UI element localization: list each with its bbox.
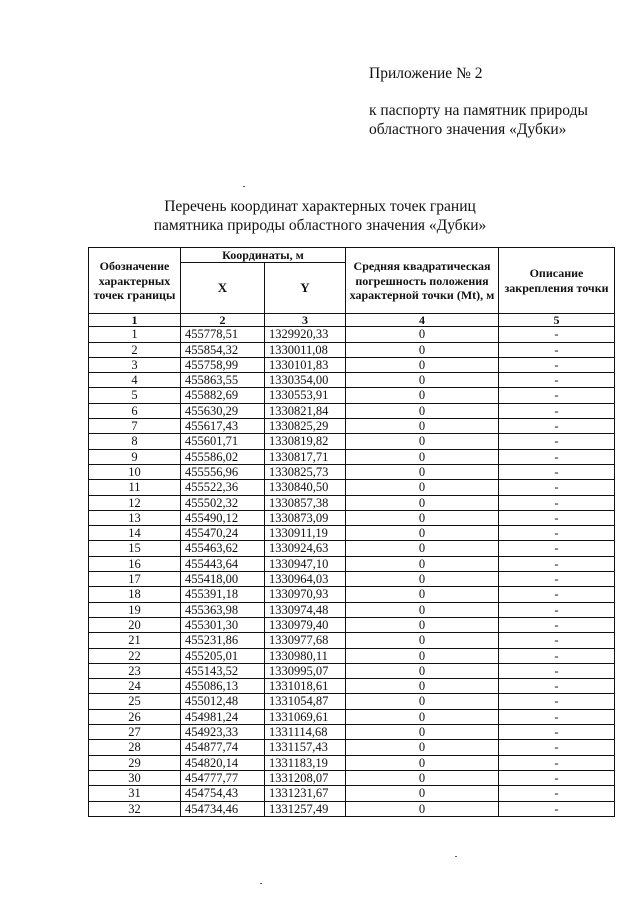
scan-speck xyxy=(455,856,457,857)
fixing-description-cell: - xyxy=(499,709,615,724)
point-number-cell: 27 xyxy=(89,725,181,740)
y-coordinate-cell: 1330974,48 xyxy=(265,602,346,617)
table-row xyxy=(89,449,615,464)
x-coordinate-cell: 455470,24 xyxy=(181,526,265,541)
y-coordinate-cell: 1330840,50 xyxy=(265,480,346,495)
mean-error-cell: 0 xyxy=(346,434,499,449)
point-number-cell: 15 xyxy=(89,541,181,556)
y-coordinate-cell: 1331157,43 xyxy=(265,740,346,755)
table-row xyxy=(89,725,615,740)
x-coordinate-cell: 454981,24 xyxy=(181,709,265,724)
mean-error-cell: 0 xyxy=(346,526,499,541)
mean-error-cell: 0 xyxy=(346,679,499,694)
x-coordinate-cell: 455502,32 xyxy=(181,495,265,510)
point-number-cell: 4 xyxy=(89,373,181,388)
mean-error-cell: 0 xyxy=(346,755,499,770)
table-row xyxy=(89,633,615,648)
table-row xyxy=(89,419,615,434)
fixing-description-cell: - xyxy=(499,602,615,617)
fixing-description-cell: - xyxy=(499,327,615,342)
table-row xyxy=(89,786,615,801)
mean-error-cell: 0 xyxy=(346,403,499,418)
mean-error-cell: 0 xyxy=(346,694,499,709)
x-coordinate-cell: 455617,43 xyxy=(181,419,265,434)
x-coordinate-cell: 455086,13 xyxy=(181,679,265,694)
fixing-description-cell: - xyxy=(499,480,615,495)
point-number-cell: 31 xyxy=(89,786,181,801)
point-number-cell: 7 xyxy=(89,419,181,434)
x-coordinate-cell: 455882,69 xyxy=(181,388,265,403)
mean-error-cell: 0 xyxy=(346,342,499,357)
table-row xyxy=(89,327,615,342)
y-coordinate-cell: 1331208,07 xyxy=(265,770,346,785)
table-row xyxy=(89,495,615,510)
fixing-description-cell: - xyxy=(499,526,615,541)
scan-speck xyxy=(243,186,245,187)
mean-error-cell: 0 xyxy=(346,740,499,755)
x-coordinate-cell: 455630,29 xyxy=(181,403,265,418)
point-number-cell: 3 xyxy=(89,357,181,372)
fixing-description-cell: - xyxy=(499,755,615,770)
y-coordinate-cell: 1330911,19 xyxy=(265,526,346,541)
fixing-description-cell: - xyxy=(499,572,615,587)
coordinates-table xyxy=(88,247,615,817)
fixing-description-cell: - xyxy=(499,694,615,709)
table-row xyxy=(89,679,615,694)
x-coordinate-cell: 455586,02 xyxy=(181,449,265,464)
x-coordinate-cell: 455863,55 xyxy=(181,373,265,388)
fixing-description-cell: - xyxy=(499,740,615,755)
mean-error-cell: 0 xyxy=(346,510,499,525)
fixing-description-cell: - xyxy=(499,342,615,357)
table-row xyxy=(89,434,615,449)
mean-error-cell: 0 xyxy=(346,572,499,587)
mean-error-cell: 0 xyxy=(346,419,499,434)
table-row xyxy=(89,510,615,525)
table-row xyxy=(89,572,615,587)
table-row xyxy=(89,556,615,571)
mean-error-cell: 0 xyxy=(346,602,499,617)
y-coordinate-cell: 1330947,10 xyxy=(265,556,346,571)
table-row xyxy=(89,648,615,663)
appendix-number: Приложение № 2 xyxy=(369,65,483,82)
column-number: 4 xyxy=(346,314,499,327)
x-coordinate-cell: 454734,46 xyxy=(181,801,265,816)
y-coordinate-cell: 1330970,93 xyxy=(265,587,346,602)
table-row xyxy=(89,755,615,770)
table-row xyxy=(89,388,615,403)
fixing-description-cell: - xyxy=(499,617,615,632)
y-coordinate-cell: 1331183,19 xyxy=(265,755,346,770)
mean-error-cell: 0 xyxy=(346,801,499,816)
point-number-cell: 1 xyxy=(89,327,181,342)
x-coordinate-cell: 455601,71 xyxy=(181,434,265,449)
fixing-description-cell: - xyxy=(499,633,615,648)
x-coordinate-cell: 455363,98 xyxy=(181,602,265,617)
point-number-cell: 9 xyxy=(89,449,181,464)
column-number: 1 xyxy=(89,314,181,327)
x-coordinate-cell: 454877,74 xyxy=(181,740,265,755)
point-number-cell: 30 xyxy=(89,770,181,785)
mean-error-cell: 0 xyxy=(346,464,499,479)
mean-error-cell: 0 xyxy=(346,663,499,678)
mean-error-cell: 0 xyxy=(346,648,499,663)
column-number: 2 xyxy=(181,314,265,327)
mean-error-cell: 0 xyxy=(346,617,499,632)
table-row xyxy=(89,801,615,816)
header-designation: Обозначение характерных точек границы xyxy=(89,248,181,314)
y-coordinate-cell: 1330553,91 xyxy=(265,388,346,403)
point-number-cell: 20 xyxy=(89,617,181,632)
y-coordinate-cell: 1331257,49 xyxy=(265,801,346,816)
header-x: X xyxy=(181,263,265,314)
fixing-description-cell: - xyxy=(499,373,615,388)
point-number-cell: 18 xyxy=(89,587,181,602)
header-y: Y xyxy=(265,263,346,314)
y-coordinate-cell: 1330825,29 xyxy=(265,419,346,434)
mean-error-cell: 0 xyxy=(346,495,499,510)
y-coordinate-cell: 1330817,71 xyxy=(265,449,346,464)
x-coordinate-cell: 455301,30 xyxy=(181,617,265,632)
mean-error-cell: 0 xyxy=(346,786,499,801)
table-row xyxy=(89,740,615,755)
mean-error-cell: 0 xyxy=(346,480,499,495)
fixing-description-cell: - xyxy=(499,434,615,449)
fixing-description-cell: - xyxy=(499,449,615,464)
x-coordinate-cell: 455522,36 xyxy=(181,480,265,495)
mean-error-cell: 0 xyxy=(346,587,499,602)
table-row xyxy=(89,541,615,556)
scan-speck xyxy=(260,883,262,884)
y-coordinate-cell: 1330101,83 xyxy=(265,357,346,372)
table-row xyxy=(89,602,615,617)
x-coordinate-cell: 455490,12 xyxy=(181,510,265,525)
table-row xyxy=(89,403,615,418)
y-coordinate-cell: 1331231,67 xyxy=(265,786,346,801)
x-coordinate-cell: 455758,99 xyxy=(181,357,265,372)
point-number-cell: 26 xyxy=(89,709,181,724)
table-row xyxy=(89,617,615,632)
appendix-reference-line1: к паспорту на памятник природы xyxy=(369,102,588,119)
x-coordinate-cell: 455778,51 xyxy=(181,327,265,342)
y-coordinate-cell: 1331069,61 xyxy=(265,709,346,724)
x-coordinate-cell: 454754,43 xyxy=(181,786,265,801)
mean-error-cell: 0 xyxy=(346,327,499,342)
x-coordinate-cell: 454820,14 xyxy=(181,755,265,770)
x-coordinate-cell: 455143,52 xyxy=(181,663,265,678)
point-number-cell: 32 xyxy=(89,801,181,816)
fixing-description-cell: - xyxy=(499,725,615,740)
table-row xyxy=(89,709,615,724)
fixing-description-cell: - xyxy=(499,770,615,785)
point-number-cell: 24 xyxy=(89,679,181,694)
table-row xyxy=(89,480,615,495)
point-number-cell: 22 xyxy=(89,648,181,663)
coordinates-table-body xyxy=(89,327,615,817)
fixing-description-cell: - xyxy=(499,801,615,816)
table-row xyxy=(89,694,615,709)
table-row xyxy=(89,464,615,479)
y-coordinate-cell: 1330980,11 xyxy=(265,648,346,663)
point-number-cell: 14 xyxy=(89,526,181,541)
table-row xyxy=(89,587,615,602)
y-coordinate-cell: 1330873,09 xyxy=(265,510,346,525)
x-coordinate-cell: 455205,01 xyxy=(181,648,265,663)
fixing-description-cell: - xyxy=(499,679,615,694)
table-row xyxy=(89,526,615,541)
point-number-cell: 29 xyxy=(89,755,181,770)
table-row xyxy=(89,357,615,372)
fixing-description-cell: - xyxy=(499,587,615,602)
mean-error-cell: 0 xyxy=(346,357,499,372)
x-coordinate-cell: 455556,96 xyxy=(181,464,265,479)
fixing-description-cell: - xyxy=(499,556,615,571)
y-coordinate-cell: 1330995,07 xyxy=(265,663,346,678)
fixing-description-cell: - xyxy=(499,419,615,434)
y-coordinate-cell: 1330819,82 xyxy=(265,434,346,449)
appendix-reference-line2: областного значения «Дубки» xyxy=(369,121,567,138)
mean-error-cell: 0 xyxy=(346,556,499,571)
x-coordinate-cell: 455012,48 xyxy=(181,694,265,709)
x-coordinate-cell: 454923,33 xyxy=(181,725,265,740)
mean-error-cell: 0 xyxy=(346,373,499,388)
mean-error-cell: 0 xyxy=(346,770,499,785)
x-coordinate-cell: 455463,62 xyxy=(181,541,265,556)
y-coordinate-cell: 1330924,63 xyxy=(265,541,346,556)
point-number-cell: 16 xyxy=(89,556,181,571)
column-number: 5 xyxy=(499,314,615,327)
header-mean-error: Средняя квадратическая погрешность положения характерной точки (Mt), м xyxy=(346,248,499,314)
fixing-description-cell: - xyxy=(499,388,615,403)
fixing-description-cell: - xyxy=(499,541,615,556)
table-row xyxy=(89,373,615,388)
y-coordinate-cell: 1330857,38 xyxy=(265,495,346,510)
fixing-description-cell: - xyxy=(499,495,615,510)
x-coordinate-cell: 455418,00 xyxy=(181,572,265,587)
point-number-cell: 25 xyxy=(89,694,181,709)
x-coordinate-cell: 455854,32 xyxy=(181,342,265,357)
y-coordinate-cell: 1330825,73 xyxy=(265,464,346,479)
point-number-cell: 5 xyxy=(89,388,181,403)
table-row xyxy=(89,342,615,357)
y-coordinate-cell: 1330964,03 xyxy=(265,572,346,587)
point-number-cell: 19 xyxy=(89,602,181,617)
point-number-cell: 10 xyxy=(89,464,181,479)
y-coordinate-cell: 1330354,00 xyxy=(265,373,346,388)
y-coordinate-cell: 1330977,68 xyxy=(265,633,346,648)
point-number-cell: 17 xyxy=(89,572,181,587)
column-number-row xyxy=(89,314,615,327)
y-coordinate-cell: 1331018,61 xyxy=(265,679,346,694)
document-title-line2: памятника природы областного значения «Дубки» xyxy=(153,217,487,234)
y-coordinate-cell: 1330979,40 xyxy=(265,617,346,632)
point-number-cell: 12 xyxy=(89,495,181,510)
header-fixing-description: Описание закрепления точки xyxy=(499,248,615,314)
x-coordinate-cell: 454777,77 xyxy=(181,770,265,785)
x-coordinate-cell: 455443,64 xyxy=(181,556,265,571)
point-number-cell: 23 xyxy=(89,663,181,678)
y-coordinate-cell: 1331054,87 xyxy=(265,694,346,709)
point-number-cell: 6 xyxy=(89,403,181,418)
point-number-cell: 28 xyxy=(89,740,181,755)
header-coordinates: Координаты, м xyxy=(181,248,346,263)
fixing-description-cell: - xyxy=(499,403,615,418)
table-row xyxy=(89,770,615,785)
mean-error-cell: 0 xyxy=(346,449,499,464)
document-title-line1: Перечень координат характерных точек границ xyxy=(164,198,476,215)
fixing-description-cell: - xyxy=(499,786,615,801)
appendix-header xyxy=(369,64,588,139)
point-number-cell: 21 xyxy=(89,633,181,648)
point-number-cell: 2 xyxy=(89,342,181,357)
point-number-cell: 8 xyxy=(89,434,181,449)
mean-error-cell: 0 xyxy=(346,709,499,724)
fixing-description-cell: - xyxy=(499,510,615,525)
table-row xyxy=(89,663,615,678)
point-number-cell: 13 xyxy=(89,510,181,525)
y-coordinate-cell: 1330011,08 xyxy=(265,342,346,357)
y-coordinate-cell: 1329920,33 xyxy=(265,327,346,342)
y-coordinate-cell: 1330821,84 xyxy=(265,403,346,418)
point-number-cell: 11 xyxy=(89,480,181,495)
column-number: 3 xyxy=(265,314,346,327)
x-coordinate-cell: 455231,86 xyxy=(181,633,265,648)
mean-error-cell: 0 xyxy=(346,725,499,740)
document-title xyxy=(0,197,640,235)
mean-error-cell: 0 xyxy=(346,541,499,556)
mean-error-cell: 0 xyxy=(346,633,499,648)
fixing-description-cell: - xyxy=(499,648,615,663)
fixing-description-cell: - xyxy=(499,464,615,479)
fixing-description-cell: - xyxy=(499,357,615,372)
y-coordinate-cell: 1331114,68 xyxy=(265,725,346,740)
mean-error-cell: 0 xyxy=(346,388,499,403)
x-coordinate-cell: 455391,18 xyxy=(181,587,265,602)
fixing-description-cell: - xyxy=(499,663,615,678)
